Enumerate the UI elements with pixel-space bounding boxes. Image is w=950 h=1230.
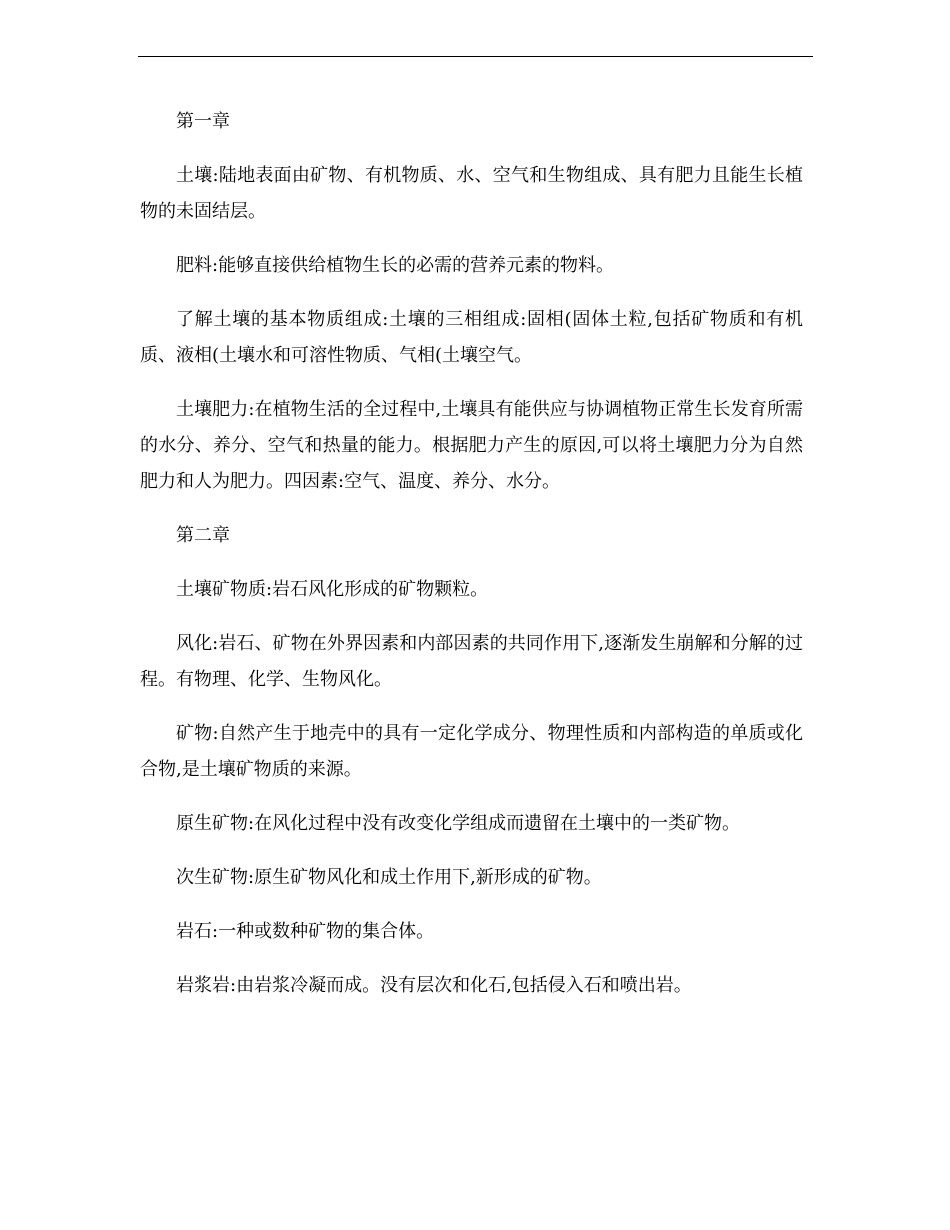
chapter-heading-1: 第一章	[176, 111, 230, 132]
definition-mineral: 矿物:自然产生于地壳中的具有一定化学成分、物理性质和内部构造的单质或化合物,是土壤矿物质的来源。	[140, 723, 803, 780]
header-rule	[138, 56, 813, 57]
definition-secondary-mineral: 次生矿物:原生矿物风化和成土作用下,新形成的矿物。	[176, 867, 602, 888]
chapter-heading-2: 第二章	[176, 525, 230, 546]
definition-primary-mineral: 原生矿物:在风化过程中没有改变化学组成而遗留在土壤中的一类矿物。	[176, 813, 741, 834]
document-body	[140, 104, 803, 1022]
soil-composition: 了解土壤的基本物质组成:土壤的三相组成:固相(固体土粒,包括矿物质和有机质、液相(土壤水和可溶性物质、气相(土壤空气。	[140, 309, 803, 366]
definition-igneous-rock: 岩浆岩:由岩浆冷凝而成。没有层次和化石,包括侵入石和喷出岩。	[176, 975, 692, 996]
definition-soil-fertility: 土壤肥力:在植物生活的全过程中,土壤具有能供应与协调植物正常生长发育所需的水分、养分、空气和热量的能力。根据肥力产生的原因,可以将土壤肥力分为自然肥力和人为肥力。四因素:空气、温度、养分、水分。	[140, 399, 803, 492]
definition-rock: 岩石:一种或数种矿物的集合体。	[176, 921, 435, 942]
definition-soil-minerals: 土壤矿物质:岩石风化形成的矿物颗粒。	[176, 579, 489, 600]
definition-fertilizer: 肥料:能够直接供给植物生长的必需的营养元素的物料。	[176, 255, 615, 276]
definition-weathering: 风化:岩石、矿物在外界因素和内部因素的共同作用下,逐渐发生崩解和分解的过程。有物理、化学、生物风化。	[140, 633, 803, 690]
definition-soil: 土壤:陆地表面由矿物、有机物质、水、空气和生物组成、具有肥力且能生长植物的未固结层。	[140, 165, 803, 222]
